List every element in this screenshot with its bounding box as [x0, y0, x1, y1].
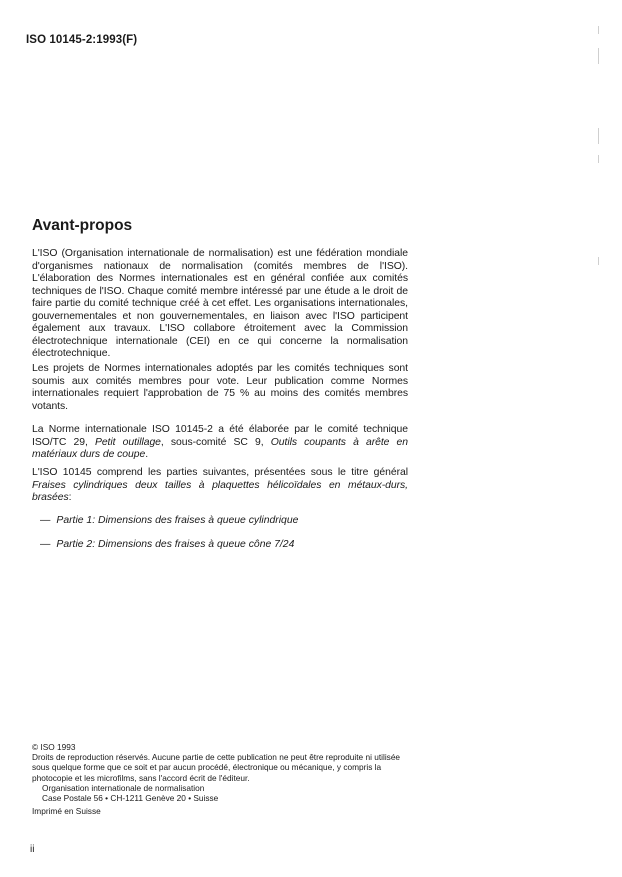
p4-lead: L'ISO 10145 comprend les parties suivantes, présentées sous le titre général [32, 467, 408, 478]
list-item-part-1 [40, 515, 298, 526]
foreword-paragraph-1 [32, 248, 408, 361]
copyright-line: © ISO 1993 [32, 742, 76, 752]
scan-artifact [598, 26, 599, 34]
document-id: ISO 10145-2:1993(F) [26, 34, 138, 46]
dash-bullet: — [40, 539, 51, 550]
paragraph-text [32, 467, 408, 505]
printed-in: Imprimé en Suisse [32, 806, 101, 817]
section-title: Avant-propos [32, 217, 133, 234]
subcommittee-title: Outils coupants à arête en matériaux durs de coupe [32, 436, 409, 461]
rights-notice: Droits de reproduction réservés. Aucune partie de cette publication ne peut être reproduite ni utilisée sous quelque forme que ce soit et par aucun procédé, électronique ou mécanique, y compris la photocopie et les microfilms, sans l'accord écrit de l'éditeur. [32, 752, 401, 783]
part-label: Partie 1: Dimensions des fraises à queue cylindrique [56, 515, 299, 526]
general-title: Fraises cylindriques deux tailles à plaquettes hélicoïdales en métaux-durs, brasées [32, 479, 408, 504]
foreword-paragraph-3 [32, 424, 408, 462]
page-number: ii [30, 844, 35, 855]
paragraph-text [32, 424, 408, 462]
scan-artifact [598, 257, 599, 265]
scan-artifact [598, 128, 599, 144]
p4-end: : [68, 492, 72, 504]
foreword-paragraph-4 [32, 467, 408, 505]
organization-name: Organisation internationale de normalisation [42, 782, 205, 793]
scan-artifact [598, 48, 599, 64]
part-label: Partie 2: Dimensions des fraises à queue cône 7/24 [56, 539, 295, 550]
scan-artifact [598, 155, 599, 163]
dash-bullet: — [40, 515, 51, 526]
postal-address: Case Postale 56 • CH-1211 Genève 20 • Suisse [42, 793, 219, 804]
list-item-part-2 [40, 539, 294, 550]
p3-end: . [145, 449, 149, 461]
p3-lead: La Norme internationale ISO 10145-2 a été élaborée par le comité technique ISO/TC 29, [32, 424, 408, 448]
p3-mid: , sous-comité SC 9, [160, 436, 271, 448]
paragraph-text: Les projets de Normes internationales adoptés par les comités techniques sont soumis aux comités membres pour vote. Leur publication comme Normes internationales requiert l'approbation de 75 % au moins des comités membres votants. [32, 363, 408, 412]
committee-title: Petit outillage [94, 436, 161, 448]
paragraph-text: L'ISO (Organisation internationale de normalisation) est une fédération mondiale d'organismes nationaux de normalisation (comités membres de l'ISO). L'élaboration des Normes internationales est en général confiée aux comités techniques de l'ISO. Chaque comité membre intéressé par une étude a le droit de faire partie du comité technique créé à cet effet. Les organisations internationales, gouvernementales et non gouvernementales, en liaison avec l'ISO participent également aux travaux. L'ISO collabore étroitement avec la Commission électrotechnique internationale (CEI) en ce qui concerne la normalisation électrotechnique. [32, 248, 408, 360]
foreword-paragraph-2 [32, 363, 408, 413]
copyright-block [32, 742, 412, 816]
